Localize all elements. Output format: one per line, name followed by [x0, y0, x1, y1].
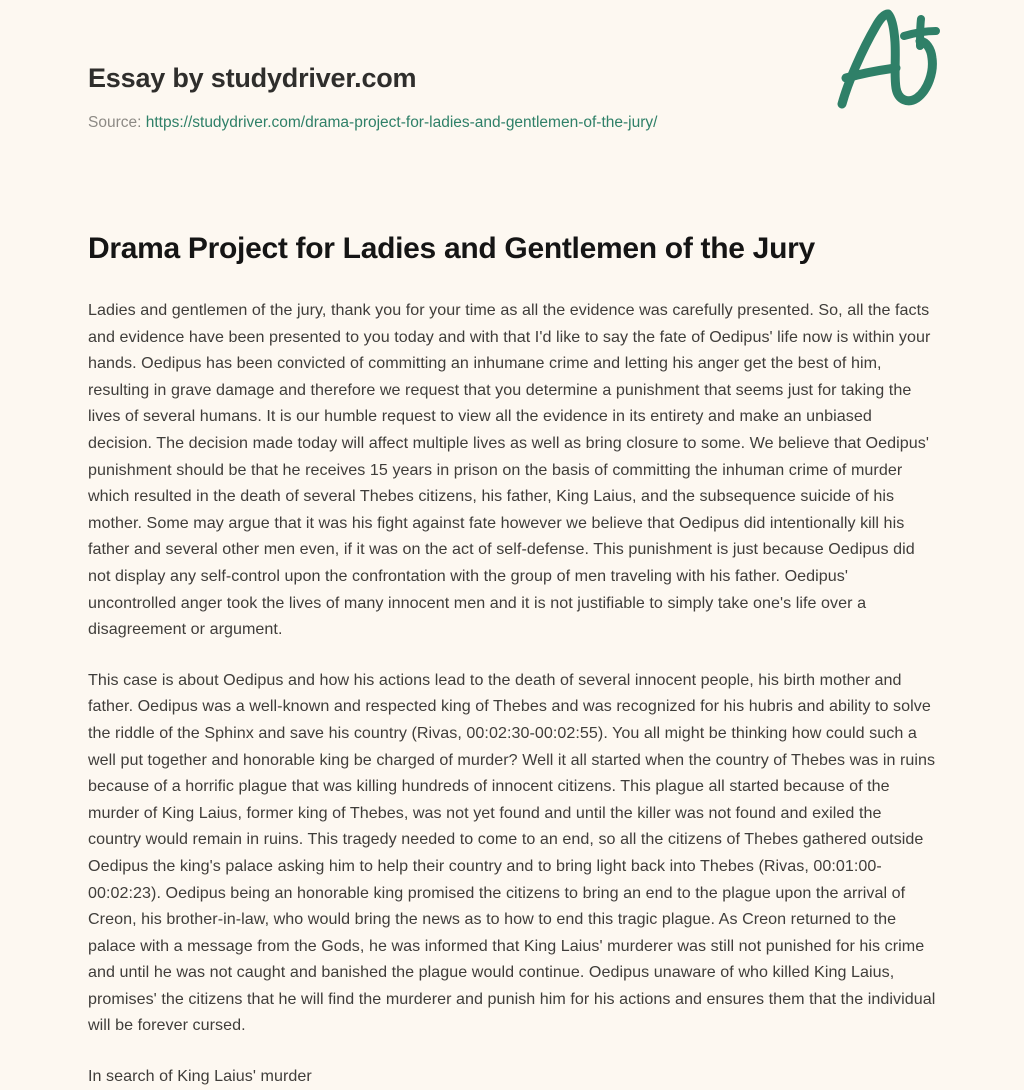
essay-paragraph: Ladies and gentlemen of the jury, thank you for your time as all the evidence was carefully presented. So, all the facts and evidence have been presented to you today and with that I'd like to say the fate of Oedipus' life now is within your hands. Oedipus has been convicted of committing an inhumane crime and letting his anger get the best of him, resulting in grave damage and therefore we request that you determine a punishment that seems just for taking the lives of several humans. It is our humble request to view all the evidence in its entirety and make an unbiased decision. The decision made today will affect multiple lives as well as bring closure to some. We believe that Oedipus' punishment should be that he receives 15 years in prison on the basis of committing the inhuman crime of murder which resulted in the death of several Thebes citizens, his father, King Laius, and the subsequence suicide of his mother. Some may argue that it was his fight against fate however we believe that Oedipus did intentionally kill his father and several other men even, if it was on the act of self-defense. This punishment is just because Oedipus did not display any self-control upon the confrontation with the group of men traveling with his father. Oedipus' uncontrolled anger took the lives of many innocent men and it is not justifiable to simply take one's life over a disagreement or argument.	[88, 301, 931, 639]
brand-line: Essay by studydriver.com	[88, 63, 417, 93]
document-header	[88, 0, 936, 134]
source-url-link[interactable]: https://studydriver.com/drama-project-for-ladies-and-gentlemen-of-the-jury/	[145, 114, 658, 132]
essay-body	[88, 267, 936, 1090]
page-title: Drama Project for Ladies and Gentlemen of the Jury	[88, 231, 815, 265]
a-plus-logo-icon	[824, 0, 954, 116]
essay-paragraph: In search of King Laius' murder	[88, 1067, 312, 1086]
essay-paragraph: This case is about Oedipus and how his actions lead to the death of several innocent people, his birth mother and father. Oedipus was a well-known and respected king of Thebes and was recognized for his hubris and ability to solve the riddle of the Sphinx and save his country (Rivas, 00:02:30-00:02:55). You all might be thinking how could such a well put together and honorable king be charged of murder? Well it all started when the country of Thebes was in ruins because of a horrific plague that was killing hundreds of innocent citizens. This plague all started because of the murder of King Laius, former king of Thebes, was not yet found and until the killer was not found and exiled the country would remain in ruins. This tragedy needed to come to an end, so all the citizens of Thebes gathered outside Oedipus the king's palace asking him to help their country and to bring light back into Thebes (Rivas, 00:01:00-00:02:23). Oedipus being an honorable king promised the citizens to bring an end to the plague upon the arrival of Creon, his brother-in-law, who would bring the news as to how to end this tragic plague. As Creon returned to the palace with a message from the Gods, he was informed that King Laius' murderer was still not punished for his crime and until he was not caught and banished the plague would continue. Oedipus unaware of who killed King Laius, promises' the citizens that he will find the murderer and punish him for his actions and ensures them that the individual will be forever cursed.	[88, 670, 936, 1035]
source-label: Source:	[88, 114, 146, 132]
source-line	[88, 94, 936, 133]
